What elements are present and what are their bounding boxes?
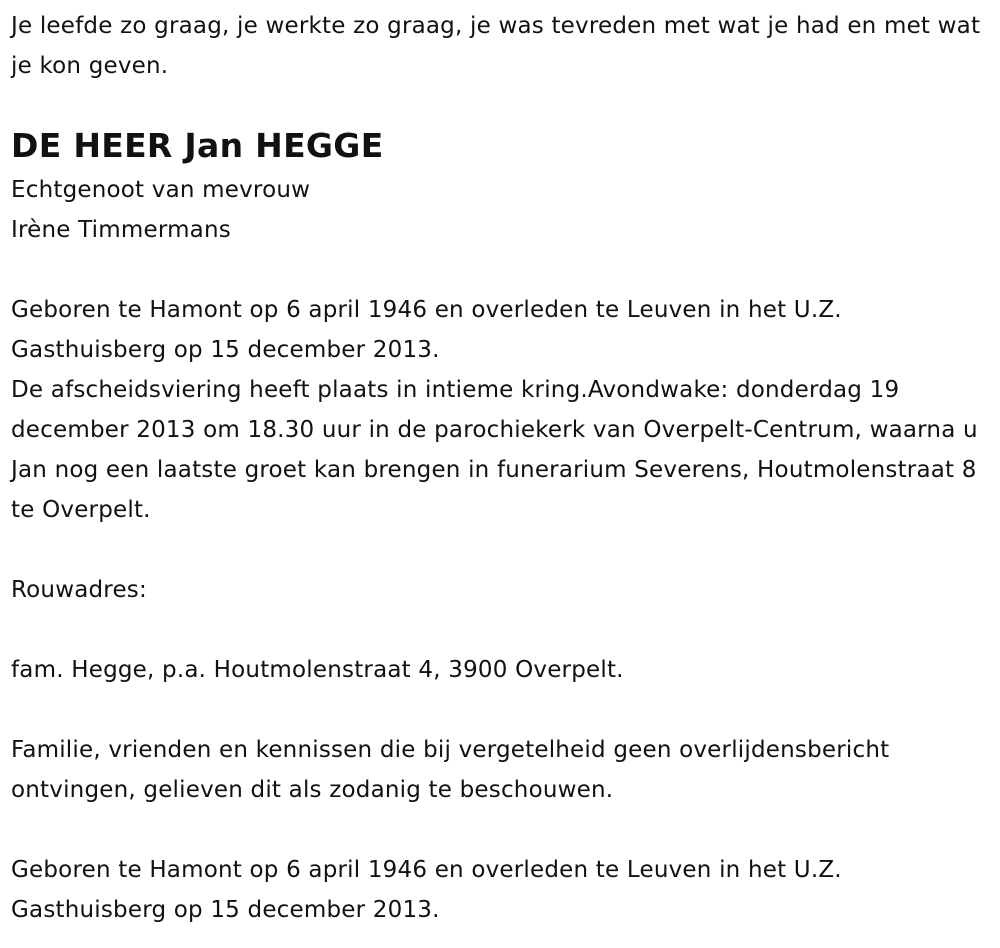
spouse-line-2: Irène Timmermans [11,217,231,243]
ceremony-text: De afscheidsviering heeft plaats in intieme kring.Avondwake: donderdag 19 december 2013 om 18.30 uur in de parochiekerk van Overpelt-Centrum, waarna u Jan nog een laatste groet kan brengen in funerarium Severens, Houtmolenstraat 8 te Overpelt. [11,377,978,523]
intro-text: Je leefde zo graag, je werkte zo graag, je was tevreden met wat je had en met wat je kon geven. [11,13,981,79]
mourning-address-label: Rouwadres: [11,577,147,603]
spouse-line-1: Echtgenoot van mevrouw [11,177,311,203]
birth-death-repeat-text: Geboren te Hamont op 6 april 1946 en overleden te Leuven in het U.Z. Gasthuisberg op 15 december 2013. [11,857,842,923]
mourning-address: fam. Hegge, p.a. Houtmolenstraat 4, 3900 Overpelt. [11,657,624,683]
birth-death-text: Geboren te Hamont op 6 april 1946 en overleden te Leuven in het U.Z. Gasthuisberg op 15 december 2013. [11,297,842,363]
obituary-document [11,6,995,930]
deceased-name: DE HEER Jan HEGGE [11,126,384,165]
notice-text: Familie, vrienden en kennissen die bij vergetelheid geen overlijdensbericht ontvingen, gelieven dit als zodanig te beschouwen. [11,737,890,803]
